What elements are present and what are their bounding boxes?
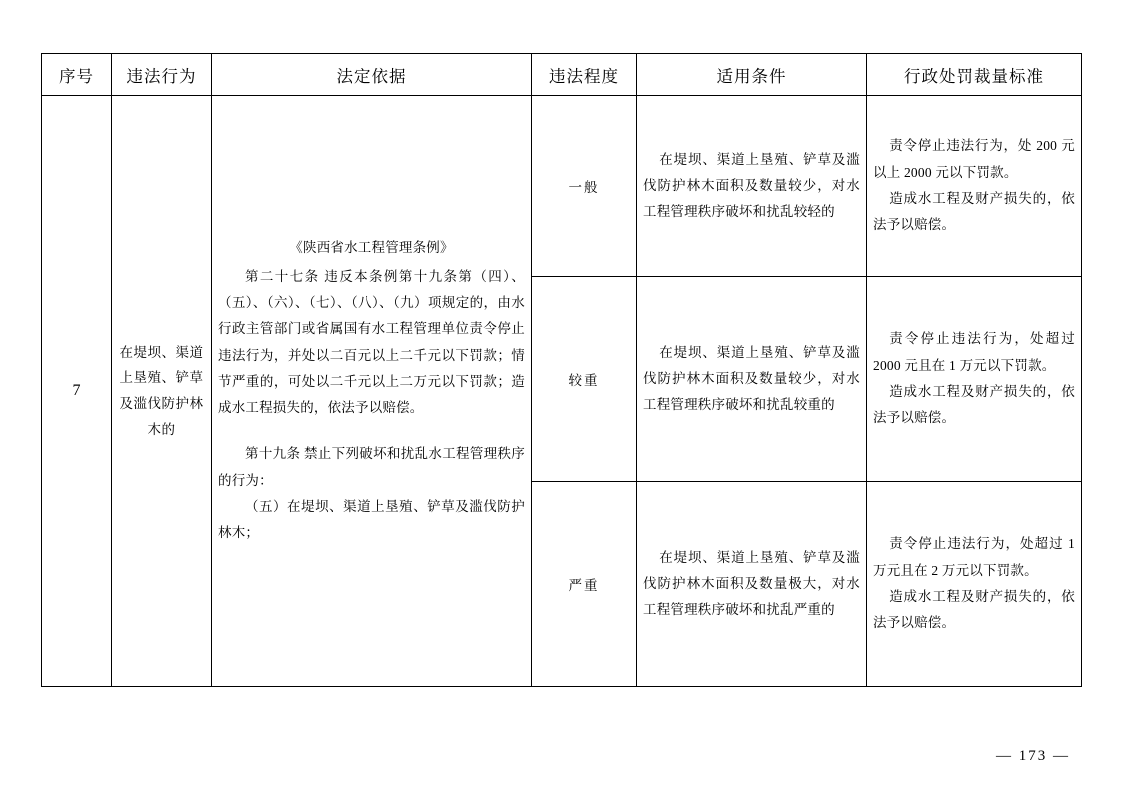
- standard-text-line-2: 造成水工程及财产损失的，依法予以赔偿。: [873, 191, 1075, 233]
- legal-basis-title: 《陕西省水工程管理条例》: [289, 240, 454, 256]
- table-header-row: [42, 54, 1082, 96]
- cell-penalty-standard: [867, 277, 1082, 482]
- condition-text: 在堤坝、渠道上垦殖、铲草及滥伐防护林木面积及数量极大，对水工程管理秩序破坏和扰乱严重的: [643, 549, 860, 618]
- condition-text: 在堤坝、渠道上垦殖、铲草及滥伐防护林木面积及数量较少，对水工程管理秩序破坏和扰乱较轻的: [643, 151, 860, 220]
- cell-penalty-standard: [867, 96, 1082, 277]
- column-header-penalty-standard: 行政处罚裁量标准: [867, 54, 1082, 96]
- condition-text: 在堤坝、渠道上垦殖、铲草及滥伐防护林木面积及数量较少，对水工程管理秩序破坏和扰乱较重的: [643, 344, 860, 413]
- cell-applicable-conditions: [637, 277, 867, 482]
- standard-text-line-1: 责令停止违法行为，处 200 元以上 2000 元以下罚款。: [873, 138, 1075, 180]
- cell-severity: 严重: [532, 482, 637, 687]
- legal-basis-paragraph-3: （五）在堤坝、渠道上垦殖、铲草及滥伐防护林木；: [218, 499, 525, 541]
- standard-text-line-2: 造成水工程及财产损失的，依法予以赔偿。: [873, 384, 1075, 426]
- standard-text-line-1: 责令停止违法行为，处超过 1 万元且在 2 万元以下罚款。: [873, 536, 1075, 578]
- legal-basis-paragraph-2: 第十九条 禁止下列破坏和扰乱水工程管理秩序的行为：: [218, 446, 525, 488]
- cell-severity: 较重: [532, 277, 637, 482]
- cell-penalty-standard: [867, 482, 1082, 687]
- cell-illegal-act: 在堤坝、渠道上垦殖、铲草及滥伐防护林木的: [112, 96, 212, 687]
- standard-text-line-2: 造成水工程及财产损失的，依法予以赔偿。: [873, 589, 1075, 631]
- cell-applicable-conditions: [637, 96, 867, 277]
- column-header-applicable-conditions: 适用条件: [637, 54, 867, 96]
- table-row: [42, 96, 1082, 277]
- standard-text-line-1: 责令停止违法行为，处超过 2000 元且在 1 万元以下罚款。: [873, 331, 1075, 373]
- column-header-legal-basis: 法定依据: [212, 54, 532, 96]
- legal-basis-paragraph-1: 第二十七条 违反本条例第十九条第（四）、（五）、（六）、（七）、（八）、（九）项规定的，由水行政主管部门或省属国有水工程管理单位责令停止违法行为，并处以二百元以上二千元以下罚款；情节严重的，可处以二千元以上二万元以下罚款；造成水工程损失的，依法予以赔偿。: [218, 268, 525, 416]
- column-header-illegal-act: 违法行为: [112, 54, 212, 96]
- cell-applicable-conditions: [637, 482, 867, 687]
- cell-sequence-number: 7: [42, 96, 112, 687]
- cell-severity: 一般: [532, 96, 637, 277]
- column-header-severity: 违法程度: [532, 54, 637, 96]
- cell-legal-basis: [212, 96, 532, 687]
- page-number: — 173 —: [996, 748, 1070, 764]
- column-header-seq: 序号: [42, 54, 112, 96]
- penalty-discretion-table: [41, 53, 1082, 687]
